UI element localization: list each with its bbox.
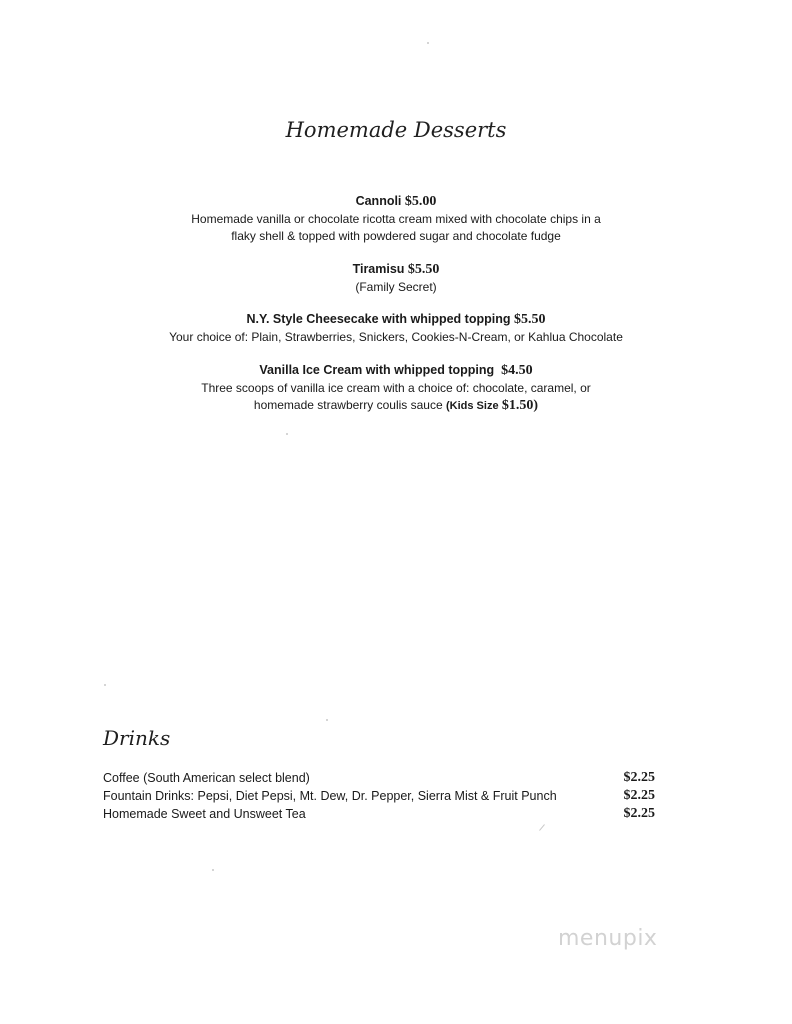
scan-speck: [539, 824, 545, 831]
drink-name: Coffee (South American select blend): [103, 771, 310, 785]
kids-size-price: $1.50): [501, 398, 539, 413]
dessert-price: $4.50: [501, 363, 533, 378]
dessert-description-text: homemade strawberry coulis sauce: [253, 398, 443, 412]
drink-name: Homemade Sweet and Unsweet Tea: [103, 807, 306, 821]
drink-item-coffee: [103, 769, 655, 787]
dessert-name: Vanilla Ice Cream with whipped topping: [259, 363, 495, 377]
desserts-section-title: Homemade Desserts: [285, 118, 507, 142]
drink-name: Fountain Drinks: Pepsi, Diet Pepsi, Mt. Dew, Dr. Pepper, Sierra Mist & Fruit Punch: [103, 789, 557, 803]
dessert-name-line: [0, 361, 792, 380]
drink-price: $2.25: [623, 788, 655, 803]
dessert-description-line: [0, 397, 792, 415]
dessert-price: $5.50: [407, 262, 440, 277]
dessert-description-line: Three scoops of vanilla ice cream with a choice of: chocolate, caramel, or: [201, 381, 591, 395]
dessert-description-line: (Family Secret): [355, 280, 437, 294]
drinks-section-title: Drinks: [103, 726, 171, 750]
dessert-name-line: [0, 260, 792, 279]
dessert-price: $5.00: [404, 194, 437, 209]
drink-item-tea: [103, 805, 655, 823]
scan-speck: [326, 719, 328, 721]
scan-speck: [212, 869, 214, 871]
drink-price: $2.25: [623, 770, 655, 785]
drink-price: $2.25: [623, 806, 655, 821]
dessert-price: $5.50: [513, 312, 546, 327]
drink-item-fountain: [103, 787, 655, 805]
dessert-description-line: Your choice of: Plain, Strawberries, Snickers, Cookies-N-Cream, or Kahlua Chocolate: [169, 330, 623, 344]
dessert-name: Cannoli: [355, 194, 402, 208]
dessert-item-cannoli: [0, 192, 792, 245]
dessert-description-line: Homemade vanilla or chocolate ricotta cream mixed with chocolate chips in a: [191, 212, 601, 226]
dessert-name: Tiramisu: [352, 262, 405, 276]
kids-size-label: (Kids Size: [446, 400, 499, 412]
dessert-item-tiramisu: [0, 260, 792, 296]
menupix-watermark: menupix: [558, 926, 658, 951]
scan-speck: [286, 433, 288, 435]
dessert-description-line: flaky shell & topped with powdered sugar and chocolate fudge: [231, 229, 561, 243]
dessert-name-line: [0, 310, 792, 329]
dessert-item-ice-cream: [0, 361, 792, 415]
dessert-name: N.Y. Style Cheesecake with whipped topping: [246, 312, 511, 326]
scan-speck: [104, 684, 106, 686]
dessert-item-cheesecake: [0, 310, 792, 346]
scan-speck: [427, 42, 429, 44]
dessert-name-line: [0, 192, 792, 211]
